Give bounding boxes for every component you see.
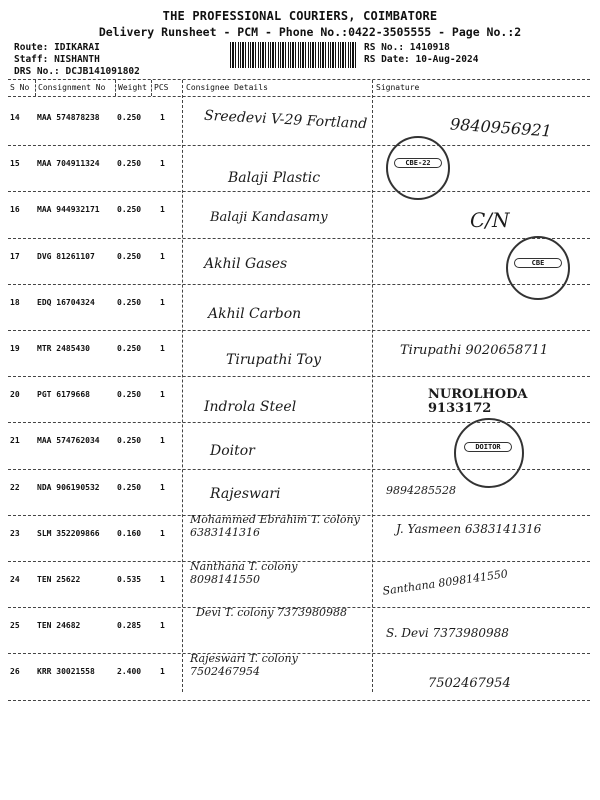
col-head-pcs: PCS — [154, 83, 169, 92]
weight-cell: 0.250 — [117, 251, 142, 261]
consignee-text-16: Balaji Kandasamy — [210, 210, 328, 225]
pcs-cell: 1 — [160, 667, 165, 677]
pcs-cell: 1 — [160, 528, 165, 538]
consignee-text-26: Rajeswari T. colony 7502467954 — [190, 652, 298, 678]
sno-cell: 21 — [10, 436, 20, 446]
pcs-cell: 1 — [160, 621, 165, 631]
consignee-text-24: Nanthana T. colony 8098141550 — [190, 560, 298, 586]
col-head-signature: Signature — [376, 83, 420, 92]
consignment-no-cell: KRR 30021558 — [37, 667, 95, 677]
consignment-no-cell: EDQ 16704324 — [37, 297, 95, 307]
weight-cell: 0.250 — [117, 297, 142, 307]
consignee-text-21: Doitor — [210, 443, 255, 459]
col-head-consignee: Consignee Details — [186, 83, 268, 92]
weight-cell: 0.250 — [117, 344, 142, 353]
runsheet-subtitle: Delivery Runsheet - PCM - Phone No.:0422-3505555 - Page No.:2 — [98, 25, 522, 39]
sno-cell: 18 — [10, 297, 20, 307]
col-sep — [115, 80, 116, 96]
rs-no-value: 1410918 — [409, 42, 450, 53]
rs-no-label: RS No.: — [364, 42, 405, 53]
drs-line — [14, 66, 140, 77]
route-value: IDIKARAI — [54, 42, 100, 53]
stamp-code: CBE-22 — [394, 158, 442, 168]
stamp-akhil-gases — [506, 236, 570, 300]
consignment-no-cell: MAA 704911324 — [37, 159, 100, 169]
weight-cell: 0.250 — [117, 159, 142, 169]
consignee-text-18: Akhil Carbon — [208, 306, 302, 322]
signature-text-19: Tirupathi 9020658711 — [400, 343, 549, 358]
route-label: Route: — [14, 42, 49, 53]
consignment-no-cell: MAA 944932171 — [37, 205, 100, 215]
pcs-cell: 1 — [160, 344, 165, 353]
signature-text-25: S. Devi 7373980988 — [386, 626, 509, 640]
rs-date-label: RS Date: — [364, 54, 410, 65]
sno-cell: 22 — [10, 482, 20, 492]
weight-cell: 0.250 — [117, 113, 142, 122]
sno-cell: 24 — [10, 575, 20, 584]
weight-cell: 0.250 — [117, 205, 142, 215]
pcs-cell: 1 — [160, 251, 165, 261]
consignment-no-cell: MTR 2485430 — [37, 344, 90, 353]
sno-cell: 17 — [10, 251, 20, 261]
pcs-cell: 1 — [160, 113, 165, 122]
drs-label: DRS No.: — [14, 66, 60, 77]
consignment-no-cell: MAA 574878238 — [37, 113, 100, 122]
rs-no-line — [364, 42, 450, 53]
stamp-sri-balaji-plastics — [386, 136, 450, 200]
sno-cell: 20 — [10, 390, 20, 400]
consignment-no-cell: PGT 6179668 — [37, 390, 90, 400]
sno-cell: 14 — [10, 113, 20, 122]
signature-text-22: 9894285528 — [386, 484, 456, 497]
sno-cell: 26 — [10, 667, 20, 677]
pcs-cell: 1 — [160, 159, 165, 169]
col-head-consignment: Consignment No — [38, 83, 106, 92]
weight-cell: 0.250 — [117, 482, 142, 492]
pcs-cell: 1 — [160, 297, 165, 307]
stamp-code: CBE — [514, 258, 562, 268]
barcode — [230, 42, 358, 68]
pcs-cell: 1 — [160, 482, 165, 492]
staff-line — [14, 54, 100, 65]
col-sep — [151, 80, 152, 96]
weight-cell: 0.285 — [117, 621, 142, 631]
weight-cell: 0.160 — [117, 528, 142, 538]
stamp-doitor — [454, 418, 524, 488]
consignment-no-cell: SLM 352209866 — [37, 528, 100, 538]
consignee-text-19: Tirupathi Toy — [226, 352, 321, 368]
pcs-cell: 1 — [160, 205, 165, 215]
consignment-no-cell: MAA 574762034 — [37, 436, 100, 446]
sno-cell: 15 — [10, 159, 20, 169]
stamp-code: DOITOR — [464, 442, 512, 452]
signature-text-14: 9840956921 — [449, 114, 553, 141]
consignment-no-cell: NDA 906190532 — [37, 482, 100, 492]
pcs-cell: 1 — [160, 436, 165, 446]
col-head-weight: Weight — [118, 83, 147, 92]
staff-label: Staff: — [14, 54, 49, 65]
rs-date-value: 10-Aug-2024 — [415, 54, 479, 65]
consignee-text-22: Rajeswari — [210, 486, 281, 502]
route-line — [14, 42, 100, 53]
signature-text-20: NUROLHODA 9133172 — [428, 387, 528, 416]
consignee-text-15: Balaji Plastic — [228, 170, 321, 186]
header-bottom-rule — [8, 96, 590, 97]
signature-text-23: J. Yasmeen 6383141316 — [396, 522, 542, 536]
consignment-no-cell: TEN 24682 — [37, 621, 81, 631]
col-head-sno: S No — [10, 83, 30, 92]
signature-text-24: Santhana 8098141550 — [381, 567, 509, 598]
sno-cell: 16 — [10, 205, 20, 215]
pcs-cell: 1 — [160, 390, 165, 400]
sno-cell: 19 — [10, 344, 20, 353]
sno-cell: 23 — [10, 528, 20, 538]
pcs-cell: 1 — [160, 575, 165, 584]
consignee-text-14: Sreedevi V-29 Fortland — [203, 107, 368, 133]
table-row — [8, 238, 590, 285]
consignment-no-cell: TEN 25622 — [37, 575, 81, 584]
consignee-text-17: Akhil Gases — [204, 256, 288, 272]
runsheet-title: THE PROFESSIONAL COURIERS, COIMBATORE — [162, 9, 438, 23]
sno-cell: 25 — [10, 621, 20, 631]
header-top-rule — [8, 79, 590, 80]
consignee-text-23: Mohammed Ebrahim T. colony 6383141316 — [190, 513, 360, 539]
signature-text-16: C/N — [470, 208, 510, 232]
drs-value: DCJB141091802 — [65, 66, 140, 77]
rs-date-line — [364, 54, 478, 65]
weight-cell: 0.250 — [117, 390, 142, 400]
weight-cell: 0.250 — [117, 436, 142, 446]
consignment-no-cell: DVG 81261107 — [37, 251, 95, 261]
weight-cell: 2.400 — [117, 667, 142, 677]
signature-text-26: 7502467954 — [428, 676, 511, 691]
staff-value: NISHANTH — [54, 54, 100, 65]
consignee-text-20: Indrola Steel — [204, 399, 297, 415]
weight-cell: 0.535 — [117, 575, 142, 584]
consignee-text-25: Devi T. colony 7373980988 — [196, 606, 347, 619]
col-sep — [35, 80, 36, 96]
